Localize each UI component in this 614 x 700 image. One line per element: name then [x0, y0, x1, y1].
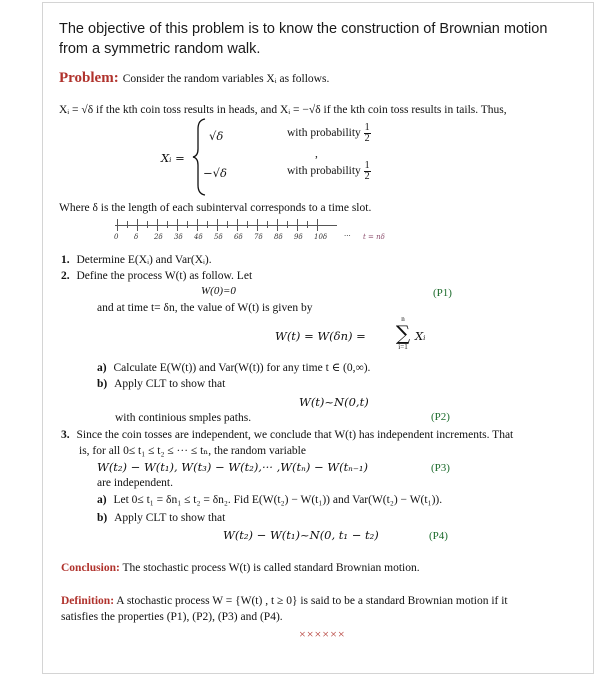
timeline-tick — [257, 219, 258, 231]
problem-heading — [59, 69, 329, 87]
where-text: Where δ is the length of each subinterval corresponds to a time slot. — [59, 202, 372, 214]
case1-fraction — [364, 123, 371, 144]
document-page — [42, 2, 594, 674]
case1-cond-text: with probability — [287, 127, 361, 140]
timeline — [115, 217, 405, 251]
timeline-label: 6δ — [234, 233, 243, 241]
item-2-text: Define the process W(t) as follow. Let — [76, 270, 253, 282]
case1-value: √δ — [209, 129, 224, 143]
frac-num: 1 — [364, 160, 370, 171]
piecewise-lhs: Xᵢ = — [161, 151, 185, 165]
normal-equation: W(t)~N(0,t) — [299, 395, 369, 409]
timeline-minor-tick — [147, 221, 148, 228]
intro-line-2: from a symmetric random walk. — [59, 41, 261, 57]
timeline-axis — [115, 225, 337, 226]
item-3b — [97, 511, 225, 525]
timeline-label: 4δ — [194, 233, 203, 241]
timeline-minor-tick — [187, 221, 188, 228]
timeline-minor-tick — [267, 221, 268, 228]
timeline-label: 9δ — [294, 233, 303, 241]
timeline-tick — [317, 219, 318, 231]
timeline-tick — [117, 219, 118, 231]
timeline-tick — [137, 219, 138, 231]
item-1-text: Determine E(Xᵢ) and Var(Xᵢ). — [76, 254, 212, 266]
sum-term: Xᵢ — [415, 329, 426, 343]
timeline-label: 5δ — [214, 233, 223, 241]
conclusion-text: The stochastic process W(t) is called standard Brownian motion. — [122, 562, 420, 574]
timeline-tick — [197, 219, 198, 231]
timeline-label: δ — [134, 233, 139, 241]
item-2b-text: Apply CLT to show that — [114, 378, 226, 390]
p1-tag: (P1) — [433, 287, 452, 299]
intro-line-1: The objective of this problem is to know the construction of Brownian motion — [59, 21, 548, 37]
definition-of-xi: Xᵢ = √δ if the kth coin toss results in heads, and Xᵢ = −√δ if the kth coin toss results in tails. Thus, — [59, 104, 507, 116]
frac-den: 2 — [364, 133, 370, 144]
increment-normal: W(t₂) − W(t₁)~N(0, t₁ − t₂) — [223, 528, 379, 542]
conclusion-label: Conclusion: — [61, 562, 120, 574]
increments-list: W(t₂) − W(t₁), W(t₃) − W(t₂),··· ,W(tₙ) − W(tₙ₋₁) — [97, 460, 369, 474]
item-3-line-1: Since the coin tosses are independent, we conclude that W(t) has independent increments. That — [76, 429, 514, 441]
definition — [61, 594, 508, 608]
timeline-label: 2δ — [154, 233, 163, 241]
p4-tag: (P4) — [429, 530, 448, 542]
conclusion — [61, 561, 420, 575]
timeline-minor-tick — [207, 221, 208, 228]
case2-condition — [287, 161, 371, 182]
item-3b-text: Apply CLT to show that — [114, 512, 226, 524]
timeline-minor-tick — [227, 221, 228, 228]
timeline-tick — [277, 219, 278, 231]
timeline-label: 3δ — [174, 233, 183, 241]
sum-upper: n — [401, 315, 405, 323]
left-brace — [191, 117, 207, 197]
at-time-text: and at time t= δn, the value of W(t) is given by — [97, 302, 313, 314]
item-2-number: 2. — [61, 270, 70, 282]
frac-den: 2 — [364, 171, 370, 182]
item-3-number: 3. — [61, 429, 70, 441]
case2-value: −√δ — [203, 166, 227, 180]
p3-tag: (P3) — [431, 462, 450, 474]
sum-lhs: W(t) = W(δn) = — [275, 329, 366, 343]
sum-block — [393, 315, 413, 351]
problem-label: Problem: — [59, 70, 119, 86]
frac-num: 1 — [364, 122, 370, 133]
sum-lower: i=1 — [398, 343, 408, 351]
timeline-label: 10δ — [314, 233, 328, 241]
item-3 — [61, 428, 513, 442]
item-3a — [97, 493, 442, 507]
item-2 — [61, 269, 252, 283]
w0-definition: W(0)=0 — [201, 285, 236, 297]
item-3a-text: Let 0≤ t₁ = δn₁ ≤ t₂ = δn₂. Fid E(W(t₂) − W(t₁)) and Var(W(t₂) − W(t₁)). — [113, 494, 443, 506]
item-2b — [97, 377, 225, 391]
case-separator: , — [315, 148, 318, 160]
item-3a-label: a) — [97, 494, 107, 506]
timeline-minor-tick — [307, 221, 308, 228]
timeline-tick — [217, 219, 218, 231]
timeline-minor-tick — [167, 221, 168, 228]
item-2b-label: b) — [97, 378, 108, 390]
item-1 — [61, 253, 212, 267]
p2-tag: (P2) — [431, 411, 450, 423]
timeline-tick — [157, 219, 158, 231]
problem-text: Consider the random variables Xᵢ as follows. — [122, 73, 330, 85]
definition-line-2: satisfies the properties (P1), (P2), (P3) and (P4). — [61, 611, 283, 623]
end-marks: ×××××× — [299, 627, 346, 641]
timeline-minor-tick — [287, 221, 288, 228]
item-2a — [97, 361, 370, 375]
are-independent: are independent. — [97, 477, 173, 489]
case2-cond-text: with probability — [287, 165, 361, 178]
timeline-tick — [297, 219, 298, 231]
timeline-ellipsis: ··· — [344, 232, 351, 240]
timeline-minor-tick — [127, 221, 128, 228]
timeline-label: 7δ — [254, 233, 263, 241]
item-1-number: 1. — [61, 254, 70, 266]
definition-label: Definition: — [61, 595, 115, 607]
timeline-label: 0 — [114, 233, 119, 241]
case1-condition — [287, 123, 371, 144]
item-3-line-2: is, for all 0≤ t₁ ≤ t₂ ≤ ··· ≤ tₙ, the random variable — [79, 445, 306, 457]
timeline-minor-tick — [247, 221, 248, 228]
timeline-tick — [237, 219, 238, 231]
case2-fraction — [364, 161, 371, 182]
sum-symbol: ∑ — [395, 321, 411, 345]
timeline-tick — [177, 219, 178, 231]
continuous-paths: with continious smples paths. — [115, 412, 252, 424]
item-2a-text: Calculate E(W(t)) and Var(W(t)) for any time t ∈ (0,∞). — [113, 362, 371, 374]
timeline-label: 8δ — [274, 233, 283, 241]
item-3b-label: b) — [97, 512, 108, 524]
item-2a-label: a) — [97, 362, 107, 374]
timeline-end-label: t = nδ — [363, 233, 385, 241]
definition-line-1: A stochastic process W = {W(t) , t ≥ 0} is said to be a standard Brownian motion if it — [116, 595, 508, 607]
